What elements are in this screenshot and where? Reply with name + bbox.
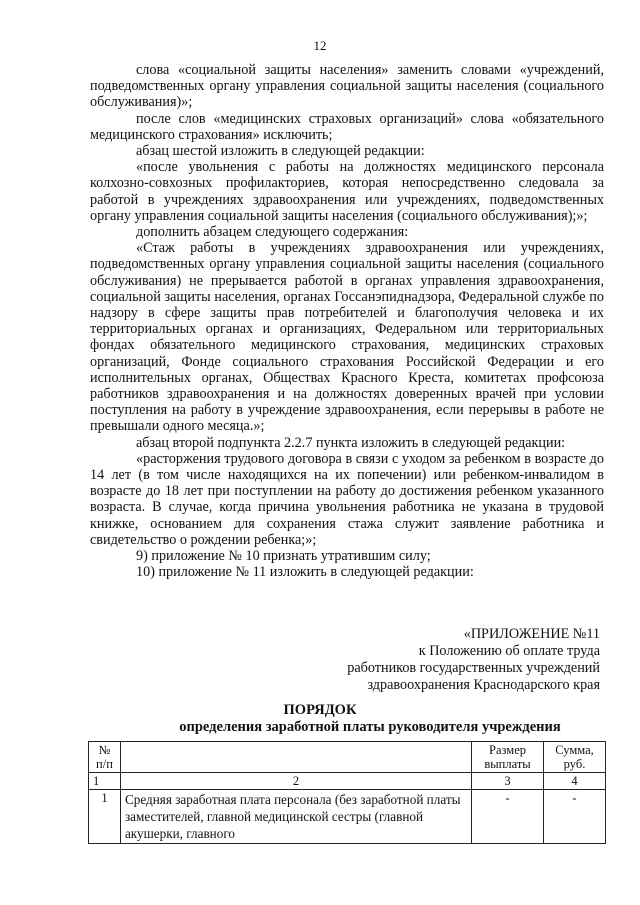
table-cell: 1 — [89, 773, 121, 790]
appendix-line: к Положению об оплате труда — [418, 643, 600, 659]
document-body — [90, 62, 604, 581]
paragraph: «расторжения трудового договора в связи с уходом за ребенком в возрасте до 14 лет (в том числе находящихся на их попечении) или ребенком-инвалидом в возрасте до 18 лет при поступлении на работу до достижения ребенком указанного возраста. В случае, когда причина увольнения работника не указана в трудовой книжке, основанием для сохранения стажа служит заявление работника и свидетельство о рождении ребенка;»; — [90, 450, 604, 548]
paragraph: 10) приложение № 11 изложить в следующей редакции: — [136, 564, 474, 581]
appendix-line: здравоохранения Краснодарского края — [367, 677, 600, 693]
paragraph: слова «социальной защиты населения» заменить словами «учреждений, подведомственных органу управления социальной защиты населения (социального обслуживания)»; — [90, 62, 604, 111]
appendix-line: работников государственных учреждений — [347, 660, 600, 676]
salary-table — [88, 741, 606, 844]
header-sum: Сумма, руб. — [544, 742, 606, 773]
paragraph: дополнить абзацем следующего содержания: — [136, 224, 409, 241]
header-num: № п/п — [89, 742, 121, 773]
table-header-row — [89, 742, 606, 773]
header-size: Размер выплаты — [472, 742, 544, 773]
table-cell: 2 — [120, 773, 471, 790]
page-number: 12 — [313, 38, 327, 53]
table-cell: 1 — [89, 790, 121, 844]
table-cell: 3 — [472, 773, 544, 790]
order-title: ПОРЯДОК — [283, 702, 357, 718]
table-cell: 4 — [544, 773, 606, 790]
order-subtitle: определения заработной платы руководителя учреждения — [179, 719, 561, 735]
table-row — [89, 790, 606, 844]
table-cell: - — [472, 790, 544, 844]
header-name — [120, 742, 471, 773]
table-cell: Средняя заработная плата персонала (без заработной платы заместителей, главной медицинской сестры (главной акушерки, главного — [120, 790, 471, 844]
appendix-title: «ПРИЛОЖЕНИЕ №11 — [463, 626, 600, 642]
table-index-row — [89, 773, 606, 790]
paragraph: «Стаж работы в учреждениях здравоохранения или учреждениях, подведомственных органу управления социальной защиты населения (социального обслуживания) не прерывается работой в органах управления здравоохранения, социальной защиты населения, органах Госсанэпиднадзора, Федеральной службе по надзору в сфере защиты прав потребителей и благополучия человека и их территориальных органах и организациях, Федеральном или территориальных фондах обязательного медицинского страхования, медицинских страховых организаций, Фонде социального страхования Российской Федерации и его исполнительных органах, Обществах Красного Креста, комитетах профсоюза работников здравоохранения и на должностях доверенных врачей при условии поступления на работу в учреждение здравоохранения, если перерывы в работе не превышали одного месяца.»; — [90, 240, 604, 435]
paragraph: абзац второй подпункта 2.2.7 пункта изложить в следующей редакции: — [136, 434, 566, 451]
table-cell: - — [544, 790, 606, 844]
appendix-header — [300, 626, 600, 694]
paragraph: «после увольнения с работы на должностях медицинского персонала колхозно-совхозных профилакториев, которая непосредственно следовала за работой в учреждениях здравоохранения или учреждениях, подведомственных органу управления социальной защиты населения (социального обслуживания);»; — [90, 159, 604, 224]
paragraph: 9) приложение № 10 признать утратившим силу; — [136, 548, 431, 565]
paragraph: абзац шестой изложить в следующей редакции: — [136, 143, 425, 160]
paragraph: после слов «медицинских страховых организаций» слова «обязательного медицинского страхования» исключить; — [90, 110, 604, 143]
